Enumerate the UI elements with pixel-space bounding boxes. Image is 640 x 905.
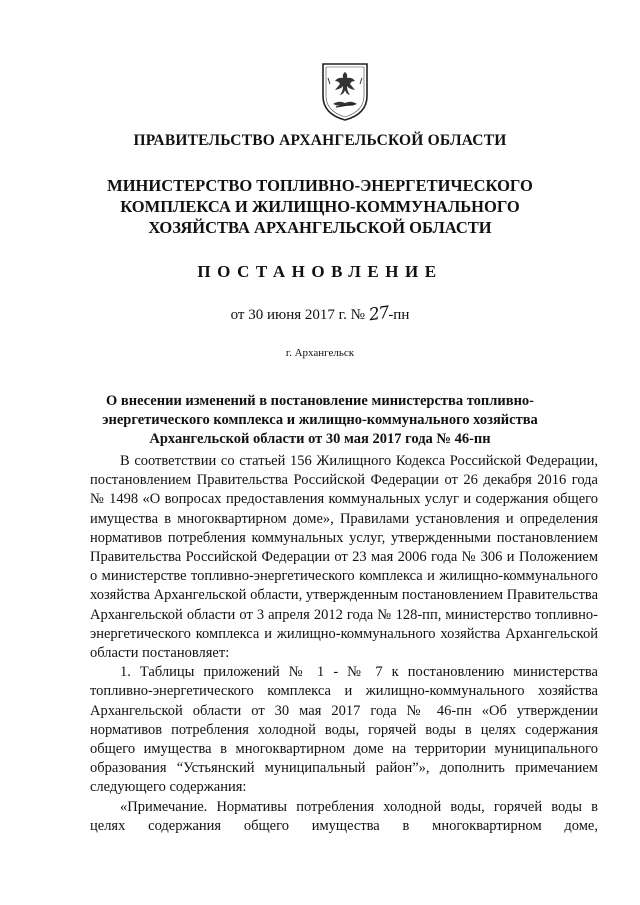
number-suffix: -пн [388,307,410,323]
subject-line: Архангельской области от 30 мая 2017 года № 46-пн [149,431,491,447]
ministry-line: КОМПЛЕКСА И ЖИЛИЩНО-КОММУНАЛЬНОГО [120,197,520,216]
subject-line: энергетического комплекса и жилищно-коммунального хозяйства [102,412,538,428]
handwritten-number: 27 [367,302,390,326]
ministry-line: ХОЗЯЙСТВА АРХАНГЕЛЬСКОЙ ОБЛАСТИ [148,218,492,237]
date-prefix: от 30 июня 2017 г. № [230,307,365,323]
ministry-line: МИНИСТЕРСТВО ТОПЛИВНО-ЭНЕРГЕТИЧЕСКОГО [107,176,533,195]
coat-of-arms-emblem [319,60,371,122]
note-paragraph: «Примечание. Нормативы потребления холодной воды, горячей воды в целях содержания общего имущества в многоквартирном доме, [90,798,598,834]
city-label: г. Архангельск [285,347,355,359]
subject-heading [0,392,640,449]
government-title: ПРАВИТЕЛЬСТВО АРХАНГЕЛЬСКОЙ ОБЛАСТИ [133,132,507,149]
document-type: ПОСТАНОВЛЕНИЕ [197,262,443,281]
subject-line: О внесении изменений в постановление министерства топливно- [105,393,535,409]
item-1-paragraph: 1. Таблицы приложений № 1 - № 7 к постановлению министерства топливно-энергетического комплекса и жилищно-коммунального хозяйства Архангельской области от 30 мая 2017 года № 46-пн «Об утверждении нормативов потребления холодной воды, горячей воды в целях содержания общего имущества в многоквартирном доме на территории муниципального образования “Устьянский муниципальный район”», дополнить примечанием следующего содержания: [90,664,598,796]
ministry-title [0,175,640,238]
preamble-paragraph: В соответствии со статьей 156 Жилищного Кодекса Российской Федерации, постановлением Правительства Российской Федерации от 26 декабря 2016 года № 1498 «О вопросах предоставления коммунальных услуг и содержания общего имущества в многоквартирном доме», Правилами установления и определения нормативов потребления коммунальных услуг, утвержденными постановлением Правительства Российской Федерации от 23 мая 2006 года № 306 и Положением о министерстве топливно-энергетического комплекса и жилищно-коммунального хозяйства Архангельской области, утвержденным постановлением Правительства Архангельской области от 3 апреля 2012 года № 128-пп, министерство топливно-энергетического комплекса и жилищно-коммунального хозяйства Архангельской области постановляет: [90,453,598,662]
document-body [90,452,598,836]
date-and-number [0,304,640,324]
